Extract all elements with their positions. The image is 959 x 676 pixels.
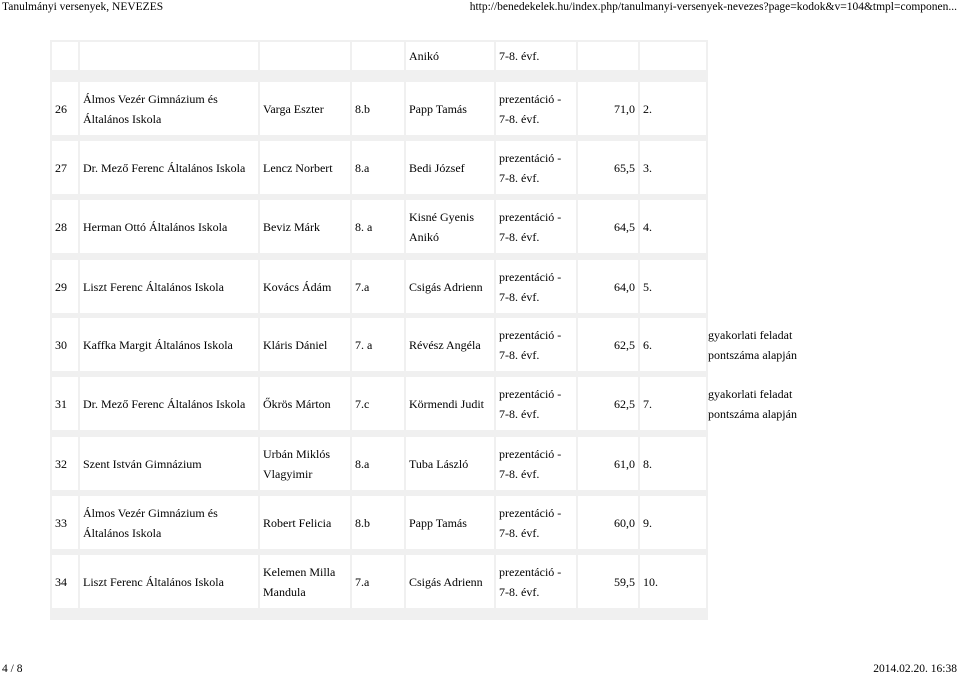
table-cell-teacher bbox=[406, 200, 494, 253]
cell-line: Őkrös Márton bbox=[263, 396, 331, 411]
table-cell-num bbox=[52, 82, 78, 135]
cell-line: Kisné Gyenis bbox=[409, 209, 474, 224]
cell-text: 26 bbox=[55, 101, 67, 116]
table-cell-student bbox=[260, 437, 350, 490]
table-cell-num bbox=[52, 437, 78, 490]
cell-line: pontszáma alapján bbox=[708, 406, 797, 421]
cell-line: prezentáció - bbox=[499, 269, 562, 284]
cell-line: prezentáció - bbox=[499, 564, 562, 579]
cell-text: 8. a bbox=[355, 219, 373, 234]
cell-text: 59,5 bbox=[614, 574, 635, 589]
table-cell-rank bbox=[640, 200, 706, 253]
page-title: Tanulmányi versenyek, NEVEZES bbox=[2, 1, 164, 13]
cell-line: Dr. Mező Ferenc Általános Iskola bbox=[83, 160, 246, 175]
cell-text: 10. bbox=[643, 574, 658, 589]
cell-text: 7. a bbox=[355, 337, 373, 352]
page-url: http://benedekelek.hu/index.php/tanulmanyi-versenyek-nevezes?page=kodok&v=104&tmpl=componen... bbox=[469, 1, 957, 13]
cell-text: 30 bbox=[55, 337, 67, 352]
cell-line: Urbán Miklós bbox=[263, 446, 330, 461]
table-cell-student bbox=[260, 141, 350, 194]
cell-line: Kláris Dániel bbox=[263, 337, 328, 352]
cell-text: 28 bbox=[55, 219, 67, 234]
table-cell-school bbox=[80, 377, 258, 430]
table-cell-category bbox=[496, 82, 576, 135]
cell-text: 7.a bbox=[355, 279, 370, 294]
cell-line: 7-8. évf. bbox=[499, 406, 540, 421]
fragment-cell-class bbox=[352, 42, 404, 70]
cell-line: prezentáció - bbox=[499, 386, 562, 401]
cell-text: 5. bbox=[643, 279, 652, 294]
table-cell-teacher bbox=[406, 260, 494, 313]
table-cell-school bbox=[80, 496, 258, 549]
table-cell-school bbox=[80, 141, 258, 194]
cell-text: 60,0 bbox=[614, 515, 635, 530]
table-cell-rank bbox=[640, 318, 706, 371]
cell-text: 64,5 bbox=[614, 219, 635, 234]
table-cell-num bbox=[52, 260, 78, 313]
table-cell-score bbox=[578, 555, 638, 608]
table-cell-num bbox=[52, 200, 78, 253]
cell-line: 7-8. évf. bbox=[499, 584, 540, 599]
table-cell-num bbox=[52, 141, 78, 194]
cell-line: Liszt Ferenc Általános Iskola bbox=[83, 574, 224, 589]
cell-line: Lencz Norbert bbox=[263, 160, 333, 175]
table-cell-class bbox=[352, 496, 404, 549]
cell-line: prezentáció - bbox=[499, 150, 562, 165]
cell-text: 62,5 bbox=[614, 337, 635, 352]
table-cell-teacher bbox=[406, 496, 494, 549]
table-cell-student bbox=[260, 82, 350, 135]
cell-line: Révész Angéla bbox=[409, 337, 481, 352]
table-cell-school bbox=[80, 318, 258, 371]
table-cell-rank bbox=[640, 377, 706, 430]
cell-line: Papp Tamás bbox=[409, 515, 467, 530]
cell-line: gyakorlati feladat bbox=[708, 327, 793, 342]
cell-line: Csigás Adrienn bbox=[409, 574, 483, 589]
cell-line: Varga Eszter bbox=[263, 101, 324, 116]
cell-line: Liszt Ferenc Általános Iskola bbox=[83, 279, 224, 294]
table-cell-score bbox=[578, 82, 638, 135]
fragment-cell-category bbox=[496, 42, 576, 70]
table-cell-category bbox=[496, 200, 576, 253]
cell-line: Kovács Ádám bbox=[263, 279, 332, 294]
table-cell-category bbox=[496, 555, 576, 608]
table-cell-category bbox=[496, 318, 576, 371]
table-cell-num bbox=[52, 377, 78, 430]
cell-line: Papp Tamás bbox=[409, 101, 467, 116]
cell-text: 65,5 bbox=[614, 160, 635, 175]
fragment-cell-student bbox=[260, 42, 350, 70]
table-cell-teacher bbox=[406, 437, 494, 490]
cell-text: 29 bbox=[55, 279, 67, 294]
cell-line: Tuba László bbox=[409, 456, 469, 471]
table-cell-class bbox=[352, 437, 404, 490]
fragment-category: 7-8. évf. bbox=[499, 49, 540, 63]
cell-line: prezentáció - bbox=[499, 209, 562, 224]
cell-line: gyakorlati feladat bbox=[708, 386, 793, 401]
cell-line: Csigás Adrienn bbox=[409, 279, 483, 294]
table-cell-score bbox=[578, 496, 638, 549]
cell-line: Körmendi Judit bbox=[409, 396, 484, 411]
table-cell-school bbox=[80, 260, 258, 313]
fragment-cell-score bbox=[578, 42, 638, 70]
cell-line: Álmos Vezér Gimnázium és bbox=[83, 91, 218, 106]
cell-line: Álmos Vezér Gimnázium és bbox=[83, 505, 218, 520]
cell-line: prezentáció - bbox=[499, 327, 562, 342]
cell-line: Robert Felicia bbox=[263, 515, 332, 530]
table-cell-category bbox=[496, 496, 576, 549]
table-cell-num bbox=[52, 496, 78, 549]
page-number: 4 / 8 bbox=[2, 663, 23, 675]
table-cell-school bbox=[80, 82, 258, 135]
table-cell-teacher bbox=[406, 377, 494, 430]
cell-text: 64,0 bbox=[614, 279, 635, 294]
table-cell-rank bbox=[640, 437, 706, 490]
cell-text: 8. bbox=[643, 456, 652, 471]
tiebreak-note bbox=[708, 318, 818, 371]
table-cell-score bbox=[578, 200, 638, 253]
table-cell-rank bbox=[640, 496, 706, 549]
table-cell-school bbox=[80, 437, 258, 490]
cell-line: Herman Ottó Általános Iskola bbox=[83, 219, 228, 234]
table-cell-class bbox=[352, 82, 404, 135]
cell-text: 3. bbox=[643, 160, 652, 175]
table-cell-school bbox=[80, 555, 258, 608]
cell-text: 7.a bbox=[355, 574, 370, 589]
table-cell-teacher bbox=[406, 141, 494, 194]
tiebreak-note bbox=[708, 377, 818, 430]
cell-line: Anikó bbox=[409, 229, 439, 244]
table-cell-class bbox=[352, 318, 404, 371]
table-cell-teacher bbox=[406, 318, 494, 371]
cell-line: Beviz Márk bbox=[263, 219, 320, 234]
cell-line: 7-8. évf. bbox=[499, 525, 540, 540]
table-cell-class bbox=[352, 377, 404, 430]
table-cell-category bbox=[496, 260, 576, 313]
table-cell-category bbox=[496, 377, 576, 430]
table-cell-class bbox=[352, 260, 404, 313]
table-cell-student bbox=[260, 496, 350, 549]
cell-line: 7-8. évf. bbox=[499, 229, 540, 244]
cell-line: Szent István Gimnázium bbox=[83, 456, 202, 471]
table-cell-num bbox=[52, 318, 78, 371]
table-cell-student bbox=[260, 200, 350, 253]
cell-text: 62,5 bbox=[614, 396, 635, 411]
cell-text: 8.b bbox=[355, 515, 370, 530]
table-cell-teacher bbox=[406, 555, 494, 608]
table-cell-class bbox=[352, 555, 404, 608]
cell-text: 8.a bbox=[355, 456, 370, 471]
table-cell-score bbox=[578, 437, 638, 490]
fragment-cell-school bbox=[80, 42, 258, 70]
table-cell-score bbox=[578, 318, 638, 371]
table-cell-score bbox=[578, 377, 638, 430]
cell-text: 9. bbox=[643, 515, 652, 530]
table-cell-category bbox=[496, 437, 576, 490]
cell-line: Általános Iskola bbox=[83, 525, 162, 540]
table-cell-category bbox=[496, 141, 576, 194]
cell-line: 7-8. évf. bbox=[499, 289, 540, 304]
table-cell-class bbox=[352, 200, 404, 253]
cell-line: Általános Iskola bbox=[83, 111, 162, 126]
cell-line: prezentáció - bbox=[499, 446, 562, 461]
table-cell-class bbox=[352, 141, 404, 194]
cell-text: 27 bbox=[55, 160, 67, 175]
cell-text: 33 bbox=[55, 515, 67, 530]
fragment-cell-num bbox=[52, 42, 78, 70]
table-cell-teacher bbox=[406, 82, 494, 135]
cell-line: Kaffka Margit Általános Iskola bbox=[83, 337, 233, 352]
table-cell-student bbox=[260, 377, 350, 430]
cell-text: 7.c bbox=[355, 396, 370, 411]
cell-text: 61,0 bbox=[614, 456, 635, 471]
cell-line: Vlagyimir bbox=[263, 466, 313, 481]
cell-line: 7-8. évf. bbox=[499, 170, 540, 185]
print-timestamp: 2014.02.20. 16:38 bbox=[873, 663, 957, 675]
cell-line: pontszáma alapján bbox=[708, 347, 797, 362]
table-cell-score bbox=[578, 141, 638, 194]
cell-line: Mandula bbox=[263, 584, 306, 599]
cell-text: 32 bbox=[55, 456, 67, 471]
table-cell-student bbox=[260, 318, 350, 371]
cell-text: 71,0 bbox=[614, 101, 635, 116]
table-cell-student bbox=[260, 555, 350, 608]
cell-text: 6. bbox=[643, 337, 652, 352]
cell-line: Dr. Mező Ferenc Általános Iskola bbox=[83, 396, 246, 411]
cell-line: Kelemen Milla bbox=[263, 564, 336, 579]
cell-text: 4. bbox=[643, 219, 652, 234]
table-cell-rank bbox=[640, 260, 706, 313]
cell-line: 7-8. évf. bbox=[499, 347, 540, 362]
cell-line: prezentáció - bbox=[499, 91, 562, 106]
cell-text: 7. bbox=[643, 396, 652, 411]
cell-text: 8.a bbox=[355, 160, 370, 175]
cell-line: 7-8. évf. bbox=[499, 466, 540, 481]
cell-line: prezentáció - bbox=[499, 505, 562, 520]
fragment-teacher: Anikó bbox=[409, 49, 439, 63]
cell-line: 7-8. évf. bbox=[499, 111, 540, 126]
table-cell-school bbox=[80, 200, 258, 253]
cell-text: 31 bbox=[55, 396, 67, 411]
cell-text: 8.b bbox=[355, 101, 370, 116]
cell-text: 2. bbox=[643, 101, 652, 116]
fragment-cell-teacher bbox=[406, 42, 494, 70]
table-cell-num bbox=[52, 555, 78, 608]
table-cell-student bbox=[260, 260, 350, 313]
table-cell-rank bbox=[640, 141, 706, 194]
cell-text: 34 bbox=[55, 574, 67, 589]
table-cell-rank bbox=[640, 555, 706, 608]
table-cell-rank bbox=[640, 82, 706, 135]
table-cell-score bbox=[578, 260, 638, 313]
fragment-cell-rank bbox=[640, 42, 706, 70]
cell-line: Bedi József bbox=[409, 160, 465, 175]
